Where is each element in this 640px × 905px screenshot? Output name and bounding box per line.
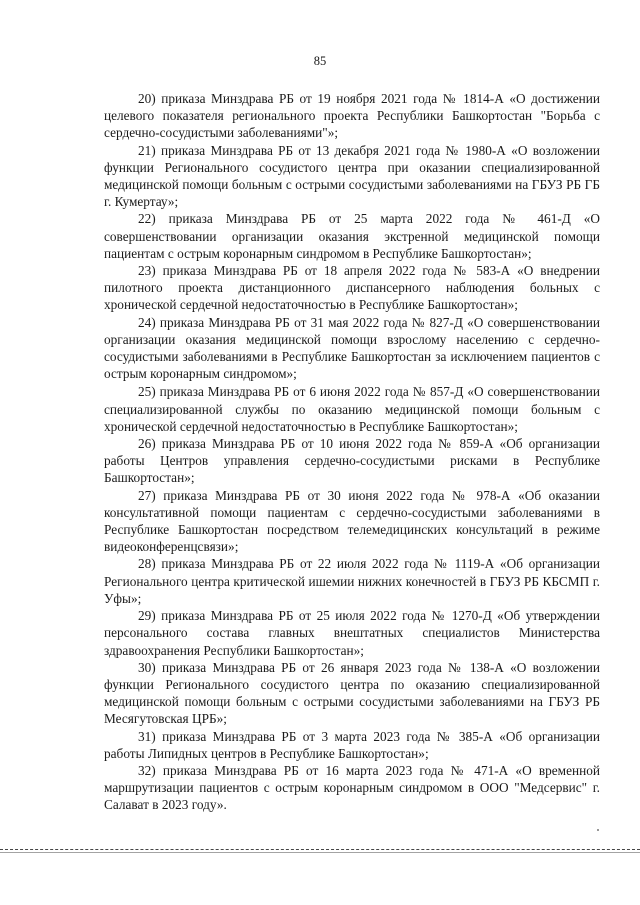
page-number: 85 [313, 54, 327, 68]
list-item: 21) приказа Минздрава РБ от 13 декабря 2021 года № 1980-А «О возложении функции Регионального сосудистого центра при оказании специализированной медицинской помощи больным с острыми сосудистыми заболеваниями на ГБУЗ РБ ГБ г. Кумертау»; [104, 142, 600, 210]
list-item: 26) приказа Минздрава РБ от 10 июня 2022 года № 859-А «Об организации работы Центров управления сердечно-сосудистыми рисками в Республике Башкортостан»; [104, 436, 600, 486]
list-item: 32) приказа Минздрава РБ от 16 марта 2023 года № 471-А «О временной маршрутизации пациентов с острым коронарным синдромом в ООО "Медсервис" г. Салават в 2023 году». [104, 762, 600, 813]
list-item: 25) приказа Минздрава РБ от 6 июня 2022 года № 857-Д «О совершенствовании специализированной службы по оказанию медицинской помощи больным с хронической сердечной недостаточностью в Республике Башкортостан»; [104, 384, 600, 434]
scan-edge-line [0, 849, 640, 850]
list-item: 20) приказа Минздрава РБ от 19 ноября 2021 года № 1814-А «О достижении целевого показателя регионального проекта Республики Башкортостан "Борьба с сердечно-сосудистыми заболеваниями"»; [104, 91, 600, 141]
list-item: 30) приказа Минздрава РБ от 26 января 2023 года № 138-А «О возложении функции Регионального сосудистого центра по оказанию специализированной медицинской помощи больным с острыми сосудистыми заболеваниями на ГБУЗ РБ Месягутовская ЦРБ»; [104, 659, 600, 727]
document-body [104, 90, 600, 814]
list-item: 28) приказа Минздрава РБ от 22 июля 2022 года № 1119-А «Об организации Регионального центра критической ишемии нижних конечностей в ГБУЗ РБ КБСМП г. Уфы»; [104, 556, 600, 606]
list-item: 31) приказа Минздрава РБ от 3 марта 2023 года № 385-А «Об организации работы Липидных центров в Республике Башкортостан»; [104, 728, 600, 761]
scan-edge-line [0, 852, 640, 853]
list-item: 24) приказа Минздрава РБ от 31 мая 2022 года № 827-Д «О совершенствовании организации оказания медицинской помощи взрослому населению с сердечно-сосудистыми заболеваниями в Республике Башкортостан за исключением пациентов с острым коронарным синдромом»; [104, 314, 600, 382]
list-item: 23) приказа Минздрава РБ от 18 апреля 2022 года № 583-А «О внедрении пилотного проекта дистанционного диспансерного наблюдения больных с хронической сердечной недостаточностью в Республике Башкортостан»; [104, 263, 600, 313]
list-item: 29) приказа Минздрава РБ от 25 июля 2022 года № 1270-Д «Об утверждении персонального состава главных внештатных специалистов Министерства здравоохранения Республики Башкортостан»; [104, 608, 600, 658]
list-item: 22) приказа Минздрава РБ от 25 марта 2022 года № 461-Д «О совершенствовании организации оказания экстренной медицинской помощи пациентам с острым коронарным синдромом в Республике Башкортостан»; [104, 211, 600, 261]
scan-speck [597, 829, 599, 831]
list-item: 27) приказа Минздрава РБ от 30 июня 2022 года № 978-А «Об оказании консультативной помощи пациентам с сердечно-сосудистыми заболеваниями в Республике Башкортостан посредством телемедицинских консультаций в режиме видеоконференцсвязи»; [104, 487, 600, 555]
